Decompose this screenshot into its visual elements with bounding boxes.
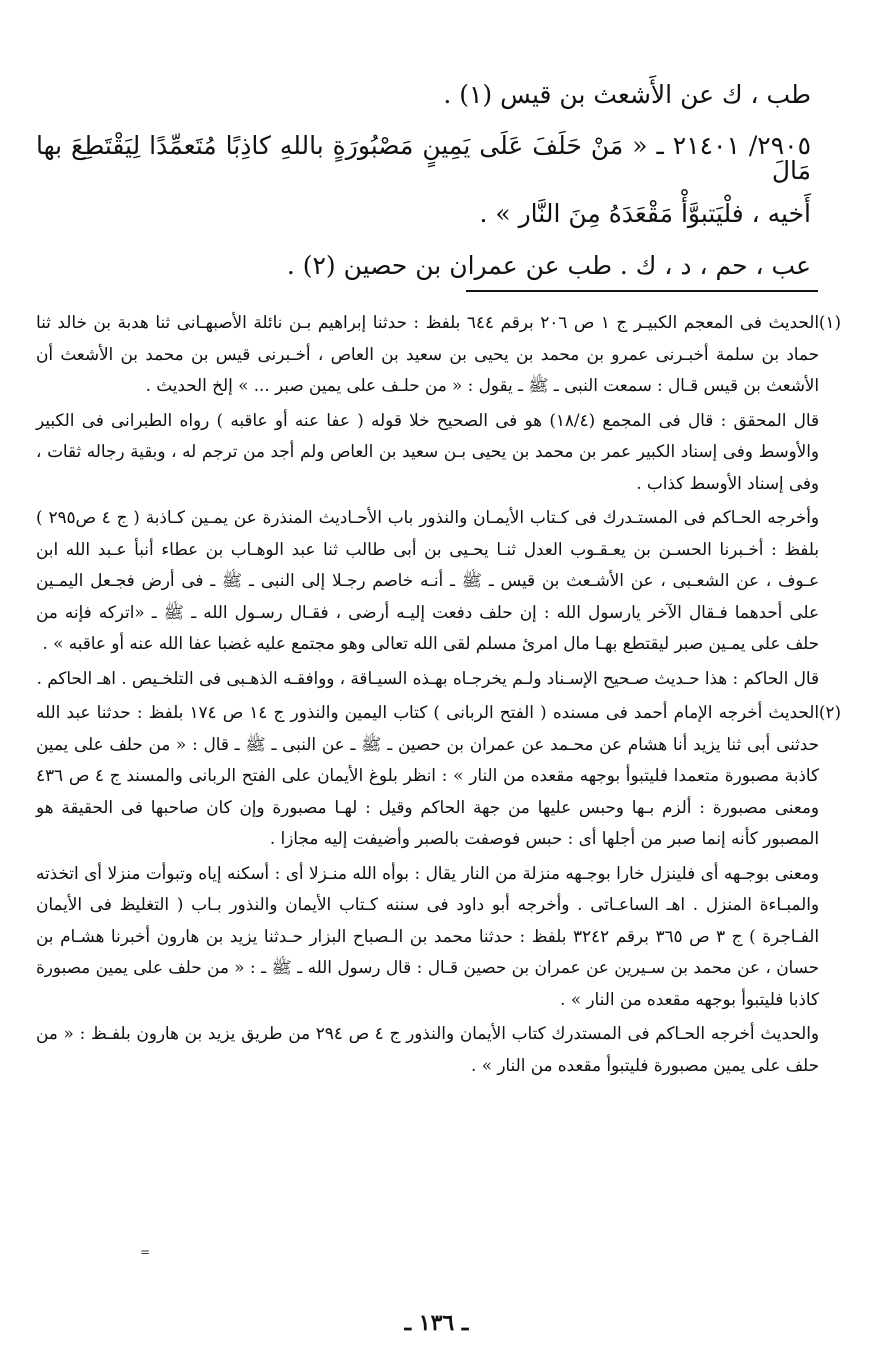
footnote-paragraph: قال المحقق : قال فى المجمع (١٨/٤) هو فى الصحيح خلا قوله ( عفا عنه أو عاقبه ) رواه الطبرانى فى الكبير والأوسط وفى إسناد الكبير عمر بن محمد بن يحيى بـن سعيد بن العاص ولم أجد من ترجم له ، وبقية رجاله ثقات ، وفى إسناد الأوسط كذاب . bbox=[36, 409, 819, 493]
footnote-paragraph: وأخرجه الحـاكم فى المستـدرك فى كـتاب الأيمـان والنذور باب الأحـاديث المنذرة عن يمـين كـاذبة ( ج ٤ ص٢٩٥ ) بلفظ : أخـبرنا الحسـن بن يعـقـوب العدل ثنـا يحـيى بن أبى طالب ثنا عبد الوهـاب بن عطاء أنبأ عـبد الله ابن عـوف ، عن الشعـبى ، عن الأشـعث بن قيس ـ ﷺ ـ أنـه خاصم رجـلا إلى النبى ـ ﷺ ـ فى أرض فجـعل اليمـين على أحدهما فـقال الآخر يارسول الله : إن حلف دفعت إليـه أرضى ، فقـال رسـول الله ـ ﷺ ـ «اتركه فإنه من حلف على يمـين صبر ليقتطع بهـا مال امرئ مسلم لقى الله تعالى وهو مجتمع عليه غضبا عفا الله عنه أو عاقبه » . bbox=[36, 507, 819, 653]
hadith-text-line-1: ٢٩٠٥/ ٢١٤٠١ ـ « مَنْ حَلَفَ عَلَى يَمِينٍ مَصْبُورَةٍ باللهِ كاذِبًا مُتَعمِّدًا لِيَقْتَطِعَ بها مَالَ bbox=[36, 131, 812, 185]
footnote-paragraph: ومعنى بوجـهه أى فلينزل خارا بوجـهه منزلة من النار يقال : بوأه الله منـزلا أى : أسكنه إياه وتبوأت منزلا أى اتخذته والمبـاءة المنزل . اهـ الساعـاتى . وأخرجه أبو داود فى سننه كـتاب الأيمان والنذور بـاب ( التغليظ فى الأيمان الفـاجرة ) ج ٣ ص ٣٦٥ برقم ٣٢٤٢ بلفظ : حدثنا محمد بن الـصباح البزار حـدثنا يزيد بن هارون أخبرنا هشـام بن حسان ، عن محمد بن سـيرين عن عمران بن حصين قـال : قال رسول الله ـ ﷺ ـ : « من حلف على يمين مصبورة كاذبا فليتبوأ بوجهه مقعده من النار » . bbox=[36, 862, 819, 1009]
footnote-2 bbox=[36, 697, 841, 1081]
source-line-previous: طب ، ك عن الأَشعث بن قيس (١) . bbox=[443, 80, 811, 109]
footnote-number: (٢) bbox=[818, 702, 841, 722]
footnote-paragraph: قال الحاكم : هذا حـديث صـحيح الإسـناد ولـم يخرجـاه بهـذه السيـاقة ، ووافقـه الذهـبى فى التلخـيص . اهـ الحاكم . bbox=[36, 667, 819, 688]
footnotes bbox=[36, 307, 841, 1084]
hadith-text-line-2: أَخيه ، فلْيَتبوَّأْ مَقْعَدَهُ مِنَ النَّار » . bbox=[479, 199, 811, 228]
source-line: عب ، حم ، د ، ك . طب عن عمران بن حصين (٢) . bbox=[286, 251, 811, 280]
footnote-paragraph: والحديث أخرجه الحـاكم فى المستدرك كتاب الأيمان والنذور ج ٤ ص ٢٩٤ من طريق يزيد بن هارون بلفـظ : « من حلف على يمين مصبورة فليتبوأ مقعده من النار » . bbox=[36, 1023, 819, 1075]
footnote-1 bbox=[36, 307, 841, 694]
margin-mark: = bbox=[140, 1245, 151, 1259]
hadith-entry bbox=[36, 82, 811, 278]
footnote-number: (١) bbox=[818, 312, 841, 332]
footnote-paragraph: الحديث أخرجه الإمام أحمد فى مسنده ( الفتح الربانى ) كتاب اليمين والنذور ج ١٤ ص ١٧٤ بلفظ : حدثنا عبد الله حدثنى أبى ثنا يزيد أنا هشام عن محـمد عن عمران بن حصين ـ ﷺ ـ عن النبى ـ ﷺ ـ قال : « من حلف على يمين كاذبة مصبورة متعمدا فليتبوأ بوجهه مقعده من النار » : انظر بلوغ الأيمان على الفتح الربانى والمسند ج ٤ ص ٤٣٦ ومعنى مصبورة : ألزم بـها وحبس عليها من جهة الحاكم وقيل : لهـا مصبورة وإن كان صاحبها فى الحقيقة هو المصبور كأنه إنما صبر من أجلها أى : حبس فوصفت بالصبر وأضيفت إليه مجازا . bbox=[36, 702, 819, 848]
footnote-separator bbox=[466, 290, 818, 292]
footnote-paragraph: الحديث فى المعجم الكبيـر ج ١ ص ٢٠٦ برقم ٦٤٤ بلفظ : حدثنا إبراهيم بـن نائلة الأصبهـانى ثنا هدبة بن خالد ثنا حماد بن سلمة أخبـرنى عمرو بن محمد بن يحيى بن سعيد بن العاص ، أخـبرنى قيس بن محمد بن الأشعث أن الأشعث بن قيس قـال : سمعت النبى ـ ﷺ ـ يقول : « من حلـف على يمين صبر ... » إلخ الحديث . bbox=[36, 312, 820, 395]
page-number: ـ ١٣٦ ـ bbox=[404, 1310, 469, 1336]
